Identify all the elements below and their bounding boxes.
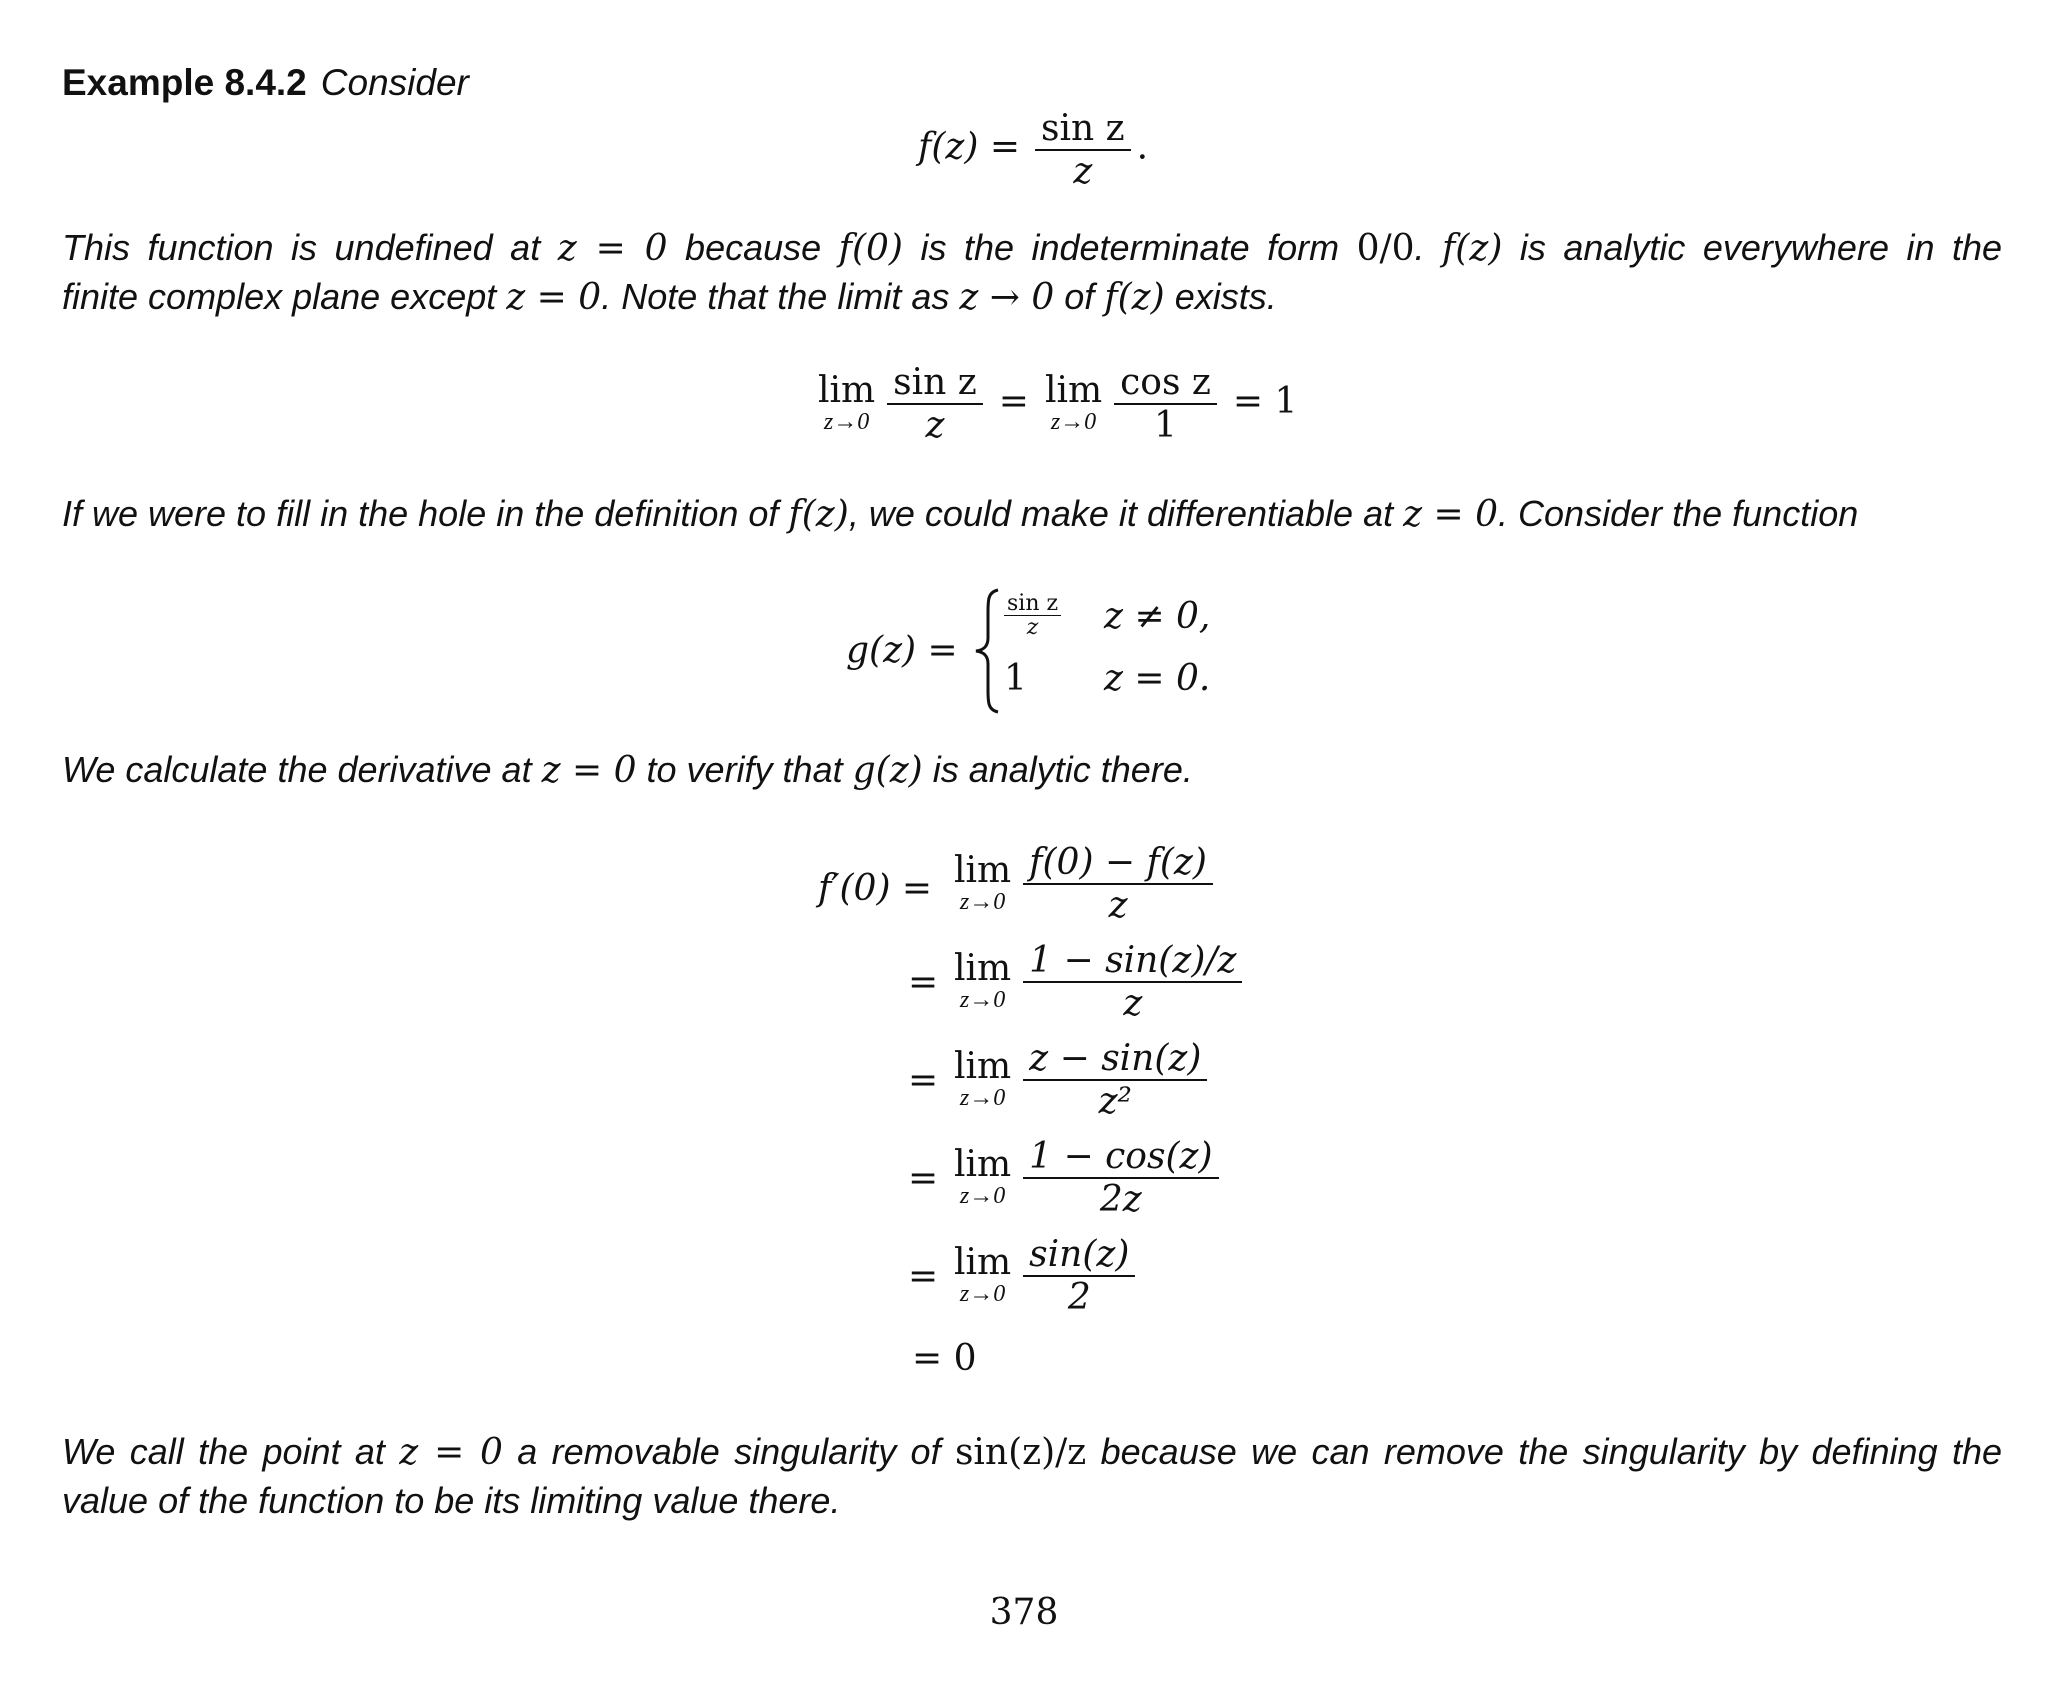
inline-math: f(z) [1441,228,1503,269]
text-run: We call the point at [62,1431,400,1472]
example-intro-word: Consider [320,62,469,103]
derivation-row [908,1038,1213,1123]
example-label: Example 8.4.2 [62,62,307,103]
case1-condition: z ≠ 0, [1104,596,1211,637]
inline-math: z = 0 [541,750,637,791]
fraction-numerator: sin(z) [1029,1234,1130,1275]
inline-math: sin(z)/z [954,1432,1087,1473]
inline-math: f(z) [1104,277,1165,318]
limit-label: lim [954,948,1012,990]
fraction-numerator: z − sin(z) [1029,1038,1202,1079]
derivation-final: = 0 [912,1338,977,1379]
derivation-row [908,1234,1141,1319]
paragraph-line: value of the function to be its limiting value there. [62,1480,841,1521]
derivation-lhs: f′(0) = [818,868,933,909]
example-heading [62,62,469,104]
text-run: exists. [1164,276,1277,317]
fraction-numerator: f(0) − f(z) [1029,842,1207,883]
paragraph-fill-hole [62,490,2002,539]
fraction-denominator: 1 [1154,405,1177,447]
equation-lhs: g(z) = [846,630,958,671]
text-run: finite complex plane except [62,276,507,317]
inline-math: z = 0 [506,277,602,318]
case1-fraction [1004,592,1061,639]
paragraph-undefined [62,224,2002,322]
fraction [887,362,983,447]
fraction-denominator: z [1026,615,1039,641]
text-run: is analytic there. [922,749,1193,790]
equation-f-definition [918,108,1148,193]
fraction-denominator: z [1073,151,1093,193]
limit-operator [954,1242,1012,1308]
limit-operator [1044,370,1103,436]
fraction-numerator: 1 − cos(z) [1029,1136,1213,1177]
derivation-row [908,1136,1225,1221]
fraction-denominator: z [1123,983,1143,1025]
equation-period: . [1136,126,1149,168]
inline-math: z = 0 [1403,494,1499,535]
fraction [1114,362,1217,447]
limit-operator [954,1046,1012,1112]
fraction-numerator: sin z [1041,108,1125,149]
fraction [1023,1038,1207,1123]
fraction [1023,1136,1218,1221]
limit-label: lim [954,1242,1012,1284]
text-run: of [1054,276,1105,317]
equals-sign: = [998,380,1029,422]
case2-condition: z = 0. [1104,658,1211,699]
limit-label: lim [1044,370,1103,412]
limit-subscript: z→0 [1050,409,1097,436]
text-run: We calculate the derivative at [62,749,542,790]
limit-subscript: z→0 [959,1183,1006,1210]
text-run: . Note that the limit as [601,276,960,317]
paragraph-removable [62,1428,2002,1525]
limit-operator [818,370,876,436]
fraction [1035,108,1131,193]
text-run: because we can remove the singularity by defining the [1086,1431,2002,1472]
inline-math: z = 0 [399,1432,503,1473]
equals-sign: = [908,1157,939,1199]
text-run: is the indeterminate form [902,227,1357,268]
page-number: 378 [989,1592,1059,1633]
limit-subscript: z→0 [959,1281,1006,1308]
text-run: . Consider the function [1498,493,1859,534]
text-run: to verify that [636,749,853,790]
limit-label: lim [818,370,876,412]
equation-limit [812,362,1297,447]
limit-subscript: z→0 [959,889,1006,916]
limit-operator [954,1144,1012,1210]
equals-sign: = [908,1059,939,1101]
limit-label: lim [954,1046,1012,1088]
paragraph-line [62,224,2002,273]
inline-math: 0/0 [1356,228,1415,269]
inline-math: z → 0 [959,277,1055,318]
limit-operator [954,850,1012,916]
case2-value: 1 [1004,658,1027,699]
fraction-denominator: z² [1098,1081,1132,1123]
limit-subscript: z→0 [959,1085,1006,1112]
left-brace-icon [970,586,1004,716]
paragraph-line [62,490,2002,539]
limit-subscript: z→0 [823,409,870,436]
text-run: If we were to fill in the hole in the definition of [62,493,789,534]
equals-sign: = [908,1255,939,1297]
text-run: , we could make it differentiable at [848,493,1404,534]
fraction-denominator: z [1108,885,1128,927]
text-run: a removable singularity of [502,1431,955,1472]
fraction [1023,1234,1135,1319]
fraction [1023,940,1242,1025]
fraction-denominator: z [925,405,945,447]
text-run: This function is undefined at [62,227,558,268]
inline-math: f(0) [838,228,903,269]
text-run: . [1414,227,1442,268]
fraction-numerator: sin z [893,362,977,403]
fraction-numerator: cos z [1120,362,1211,403]
limit-operator [954,948,1012,1014]
inline-math: f(z) [788,494,849,535]
limit-label: lim [954,850,1012,892]
paragraph-line [62,273,2002,322]
inline-math: z = 0 [557,228,668,269]
fraction-numerator: sin z [1007,591,1059,616]
text-run: because [667,227,839,268]
paragraph-calculate [62,746,2002,795]
derivation-row [908,940,1248,1025]
equation-piecewise-g [846,586,1226,716]
fraction [1023,842,1213,927]
equation-rhs: = 1 [1232,380,1298,422]
derivation-row [908,842,1219,927]
limit-subscript: z→0 [959,987,1006,1014]
fraction-numerator: 1 − sin(z)/z [1029,940,1237,981]
fraction-denominator: 2z [1099,1179,1142,1221]
inline-math: g(z) [852,750,923,791]
fraction-denominator: 2 [1067,1277,1091,1319]
paragraph-line [62,746,2002,795]
equals-sign: = [908,961,939,1003]
text-run: is analytic everywhere in the [1502,227,2002,268]
equation-lhs: f(z) = [918,126,1020,168]
paragraph-line [62,1428,2002,1477]
limit-label: lim [954,1144,1012,1186]
